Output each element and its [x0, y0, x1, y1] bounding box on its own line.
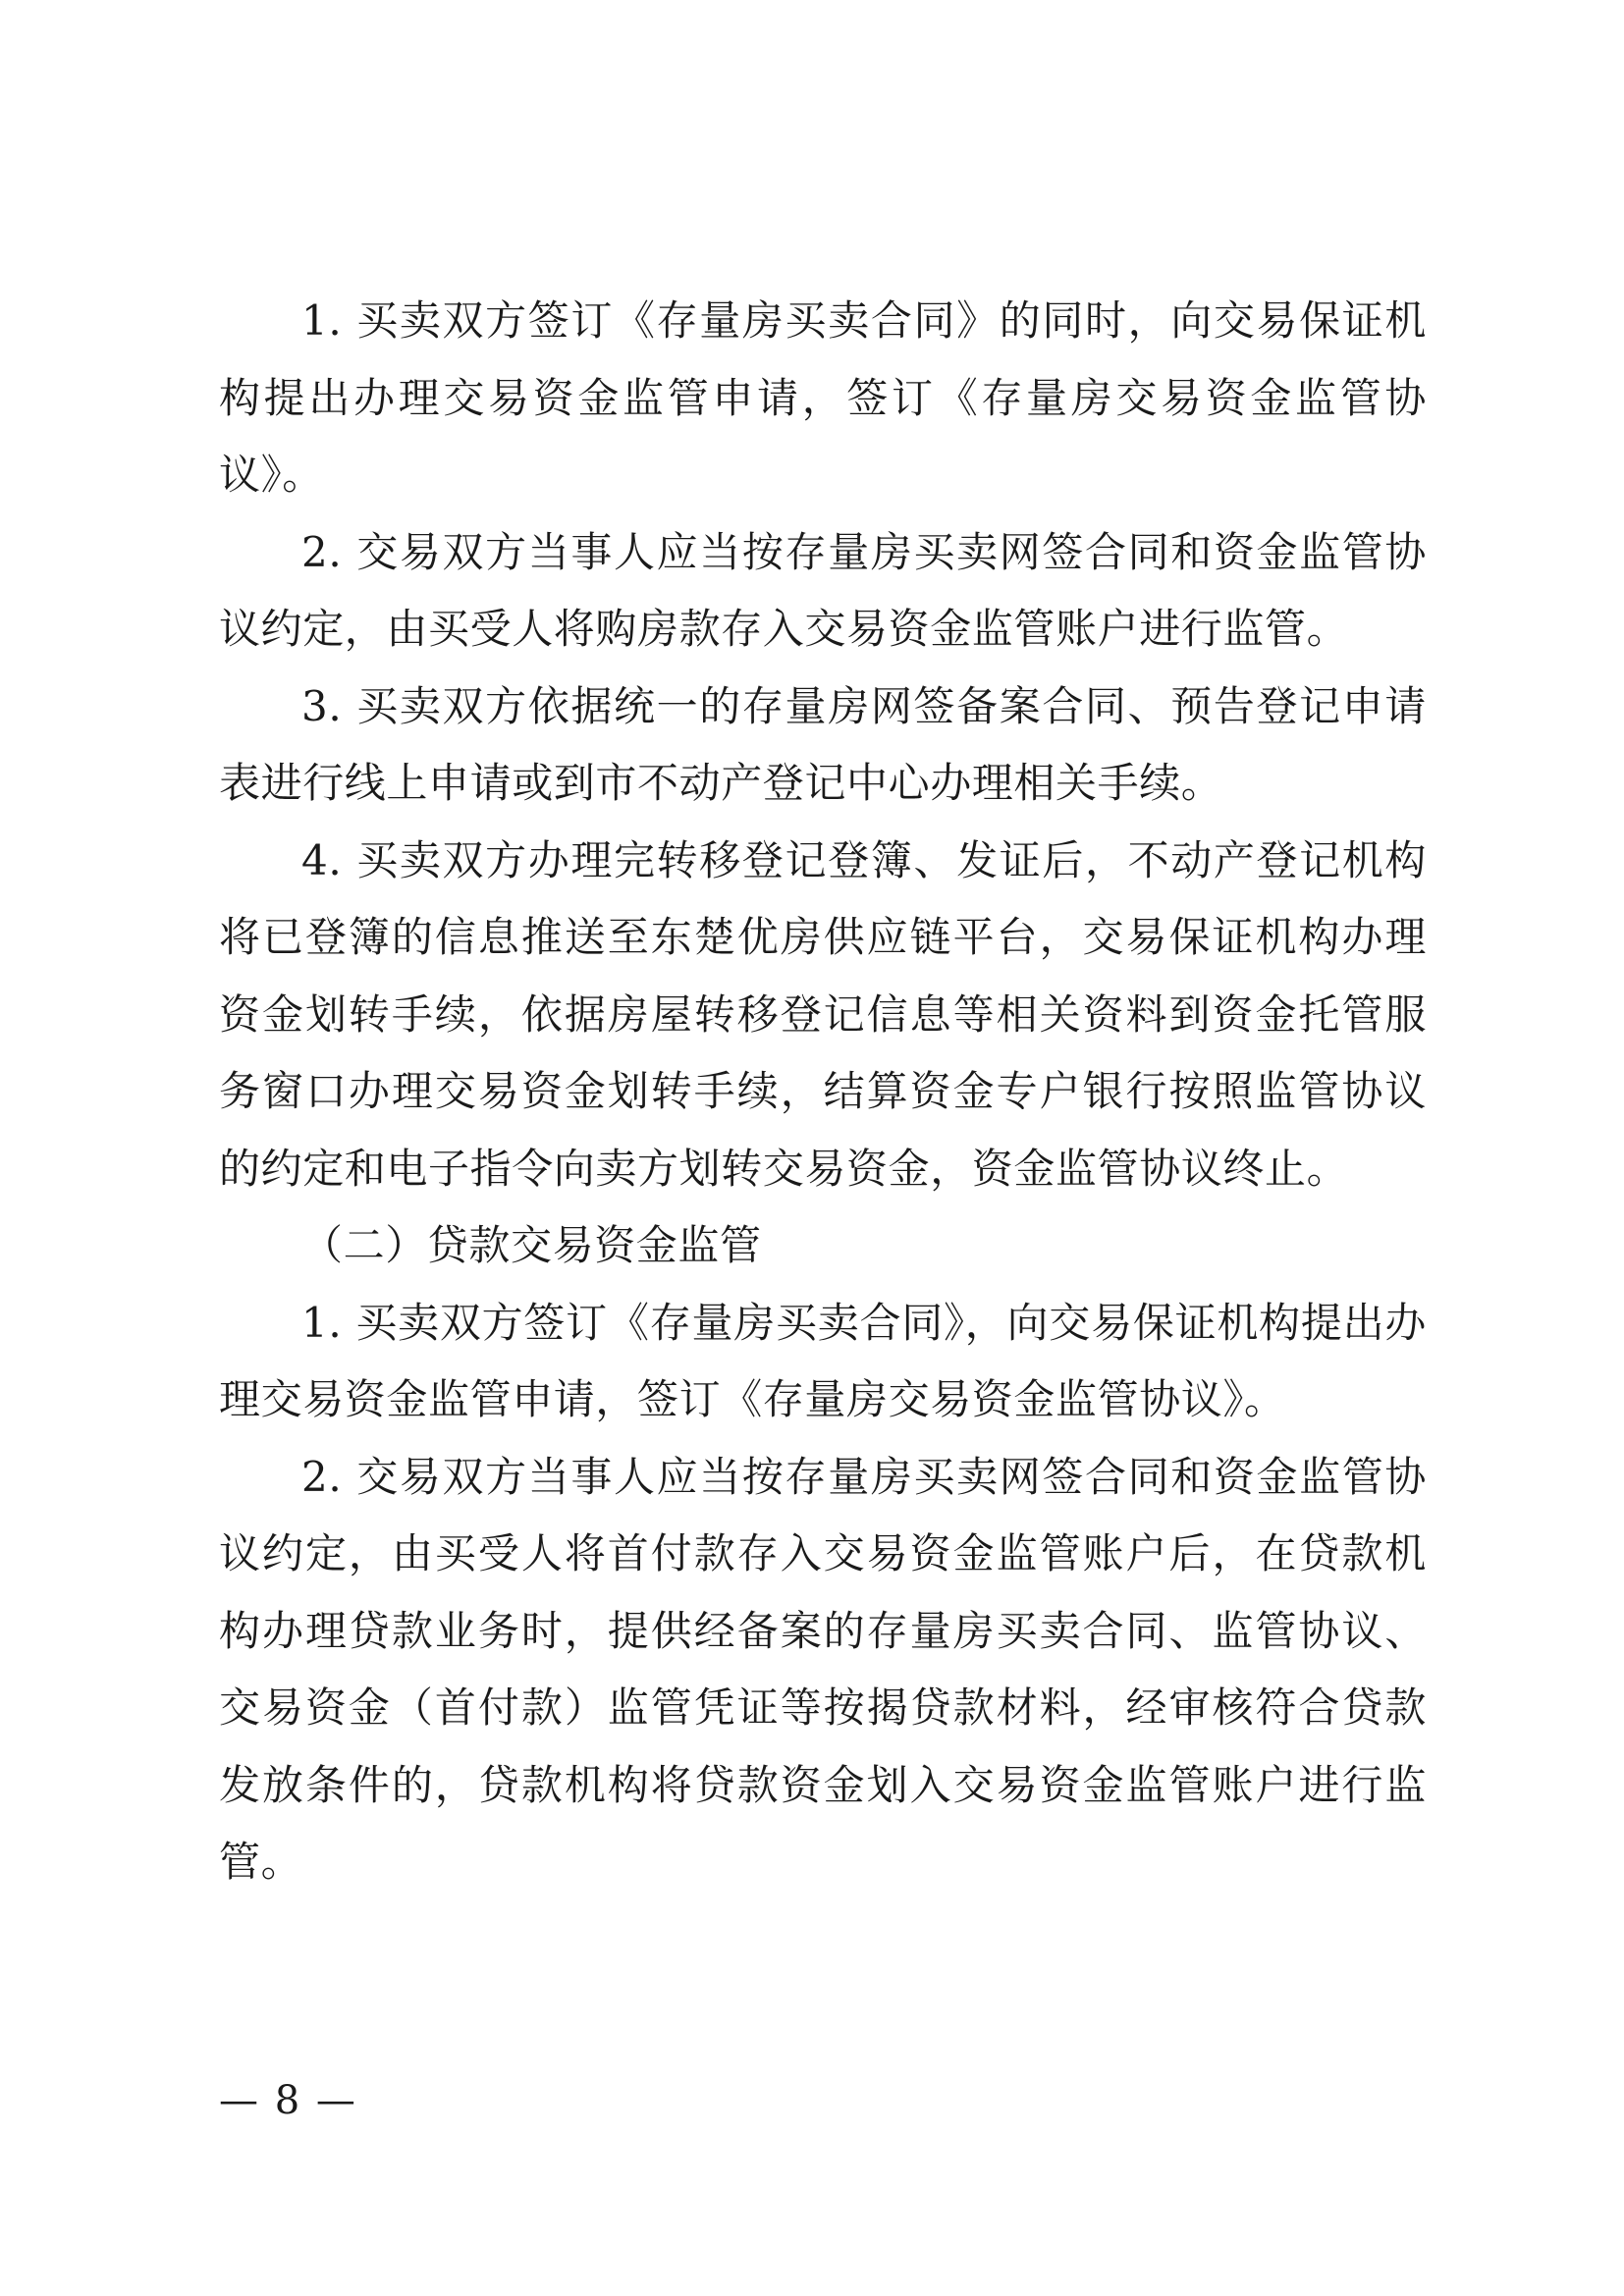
section-heading: （二）贷款交易资金监管: [301, 1221, 762, 1269]
section-paragraph-1: 1. 买卖双方签订《存量房买卖合同》，向交易保证机构提出办理交易资金监管申请，签订《存量房交易资金监管协议》。: [219, 1298, 1427, 1423]
paragraph-1: 1. 买卖双方签订《存量房买卖合同》的同时，向交易保证机构提出办理交易资金监管申请，签订《存量房交易资金监管协议》。: [219, 296, 1427, 499]
page-number: — 8 —: [219, 2078, 357, 2123]
section-paragraph-2: 2. 交易双方当事人应当按存量房买卖网签合同和资金监管协议约定，由买受人将首付款存入交易资金监管账户后，在贷款机构办理贷款业务时，提供经备案的存量房买卖合同、监管协议、交易资金（首付款）监管凭证等按揭贷款材料，经审核符合贷款发放条件的，贷款机构将贷款资金划入交易资金监管账户进行监管。: [219, 1452, 1427, 1886]
paragraph-2: 2. 交易双方当事人应当按存量房买卖网签合同和资金监管协议约定，由买受人将购房款存入交易资金监管账户进行监管。: [219, 527, 1427, 653]
document-body: [219, 283, 1427, 1901]
paragraph-3: 3. 买卖双方依据统一的存量房网签备案合同、预告登记申请表进行线上申请或到市不动产登记中心办理相关手续。: [219, 681, 1427, 807]
paragraph-4: 4. 买卖双方办理完转移登记登簿、发证后，不动产登记机构将已登簿的信息推送至东楚优房供应链平台，交易保证机构办理资金划转手续，依据房屋转移登记信息等相关资料到资金托管服务窗口办理交易资金划转手续，结算资金专户银行按照监管协议的约定和电子指令向卖方划转交易资金，资金监管协议终止。: [219, 835, 1427, 1193]
